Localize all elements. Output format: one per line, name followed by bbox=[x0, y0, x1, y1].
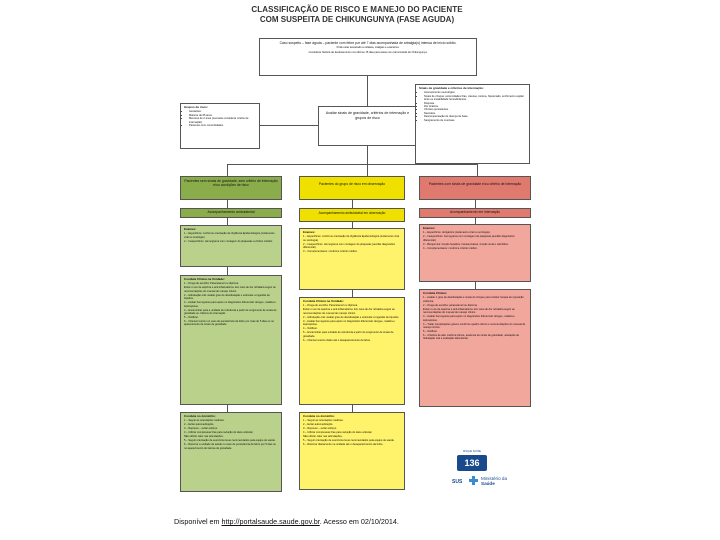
green-conduct-item: 4 – Encaminhar para a unidade de referência a partir de surgimento de sinais de gravidade ou critérios de internação. bbox=[184, 308, 277, 316]
green-conduct-item: 2 – Hidratação oral: avaliar grau de desidratação e estimular a ingestão de líquidos. bbox=[184, 293, 270, 301]
yellow-follow-text: Acompanhamento ambulatorial em observação bbox=[318, 211, 386, 215]
red-header-box bbox=[419, 176, 531, 200]
yellow-conduct-item: 6 – Orientar retorno diário até o desaparecimento da febre. bbox=[303, 338, 371, 342]
red-exams-title: Exames: bbox=[423, 226, 436, 230]
severity-sign-item: • Vômitos persistentes. bbox=[424, 108, 526, 111]
red-conduct-item: 6 – Critérios de alta: melhora clínica, ausência de sinais de gravidade, aceitação de hidratação oral e avaliação laboratorial. bbox=[423, 334, 520, 341]
disque-saude-logo: 136 bbox=[457, 455, 487, 471]
green-conduct-item: 5 – Notificar. bbox=[184, 316, 199, 320]
red-conduct-item: 2 – Droga de escolha: paracetamol ou dipirona. bbox=[423, 303, 478, 307]
yellow-conduct-item: 4 – Notificar. bbox=[303, 327, 318, 331]
green-home-item: 4 – Utilizar compressas frias para redução do dano articular. bbox=[184, 431, 254, 435]
green-home-item: 5 – Seguir orientação de exercícios leves recomendados pela equipe de saúde. bbox=[184, 439, 276, 443]
risk-group-item: • Menores de 2 anos (neonatos considerar critério de internação). bbox=[189, 117, 256, 124]
connector bbox=[367, 76, 368, 106]
yellow-exam-item: 3 – Complementares: conforme critério médico. bbox=[303, 250, 358, 254]
footer-suffix: . Acesso em 02/10/2014. bbox=[319, 517, 399, 526]
risk-groups-box bbox=[180, 103, 260, 149]
yellow-home-item: 2 – Evitar automedicação. bbox=[303, 423, 333, 427]
yellow-header-text: Pacientes do grupo de risco em observação bbox=[318, 182, 386, 186]
disque-saude-label: DISQUE SAÚDE bbox=[462, 450, 482, 453]
red-exam-item: 1 – Específicos: obrigatório (isolamento viral ou sorologia). bbox=[423, 231, 491, 235]
yellow-home-item: 1 – Seguir as orientações médicas. bbox=[303, 419, 344, 423]
connector bbox=[227, 164, 477, 165]
green-conduct-item: 1 – Droga de escolha: Paracetamol ou dipirona. bbox=[184, 282, 239, 286]
risk-group-item: • Pacientes com comorbidades. bbox=[189, 124, 256, 127]
yellow-exam-item: 2 – Inespecíficos: Hemograma com contagem de plaquetas (auxiliar diagnóstico diferencial). bbox=[303, 242, 396, 250]
source-link[interactable]: http://portalsaude.saude.gov.br bbox=[221, 517, 320, 526]
red-conduct-item: Evitar o uso de aspirina e anti-inflamatórios. Em caso de dor refratária seguir as recomendações do manual de manejo clínico. bbox=[423, 307, 515, 315]
severity-sign-item: • Acometimento neurológico. bbox=[424, 91, 526, 94]
yellow-conduct-item: 2 – Hidratação oral: avaliar grau de desidratação e estimular a ingestão de líquidos. bbox=[303, 315, 400, 319]
green-header-text: Pacientes sem sinais de gravidade, sem critério de internação e/ou condições de risco bbox=[184, 179, 278, 188]
yellow-home-item: 5 – Seguir orientação de exercícios leves recomendados pela equipe de saúde. bbox=[303, 439, 395, 443]
yellow-conduct-box bbox=[299, 297, 405, 405]
red-exam-item: 4 – Complementares: conforme critério médico. bbox=[423, 246, 478, 250]
risk-group-item: • Maiores de 65 anos. bbox=[189, 114, 256, 117]
green-home-box bbox=[180, 412, 282, 492]
connector bbox=[227, 218, 228, 225]
severity-sign-item: • Sangramento de mucosas. bbox=[424, 119, 526, 122]
flowchart-title-line2: COM SUSPEITA DE CHIKUNGUNYA (FASE AGUDA) bbox=[259, 15, 455, 24]
source-footer bbox=[174, 517, 399, 526]
green-exams-title: Exames: bbox=[184, 227, 197, 231]
connector bbox=[475, 200, 476, 208]
ministry-line1: Ministério da bbox=[481, 476, 508, 481]
red-exams-box bbox=[419, 224, 531, 282]
severity-sign-item: • Dor torácica. bbox=[424, 105, 526, 108]
yellow-header-box bbox=[299, 176, 405, 200]
yellow-conduct-item: 5 – Encaminhar para unidade de referência a partir do surgimento de sinais de gravidade. bbox=[303, 331, 394, 338]
red-exam-item: 3 – Bioquímica: função hepática, transaminases, função renal e eletrólitos. bbox=[423, 242, 509, 246]
risk-group-item: • Gestantes. bbox=[189, 110, 256, 113]
severity-sign-item: • Dispneia. bbox=[424, 102, 526, 105]
yellow-exam-item: 1 – Específicos: conforme orientação da Vigilância Epidemiológica (isolamento viral ou sorologia). bbox=[303, 235, 399, 242]
green-conduct-title: Conduta Clínica na Unidade: bbox=[184, 277, 225, 281]
flowchart-title-line1: CLASSIFICAÇÃO DE RISCO E MANEJO DO PACIENTE bbox=[251, 5, 463, 14]
severity-sign-item: • Neonatos. bbox=[424, 112, 526, 115]
evaluate-text: Avaliar sinais de gravidade, critérios de internação e grupos de risco bbox=[325, 111, 410, 120]
red-conduct-item: 5 – Notificar. bbox=[423, 330, 438, 334]
yellow-conduct-item: Evitar o uso de aspirina e anti-inflamatórios. Em caso de dor refratária seguir as recomendações do manual de manejo clínico. bbox=[303, 308, 395, 315]
connector bbox=[260, 125, 318, 126]
yellow-exams-title: Exames: bbox=[303, 230, 316, 234]
green-exams-box bbox=[180, 225, 282, 267]
yellow-home-item: Não utilizar calor nas articulações. bbox=[303, 435, 343, 439]
green-conduct-item: 6 – Orientar retorno no caso de persistência da febre por mais de 5 dias ou no aparecimento de sinais de gravidade. bbox=[184, 320, 274, 327]
connector bbox=[367, 146, 368, 164]
yellow-home-box bbox=[299, 412, 405, 490]
green-home-item: 1 – Seguir as orientações médicas. bbox=[184, 419, 225, 423]
connector bbox=[352, 200, 353, 208]
connector bbox=[475, 282, 476, 289]
yellow-exams-box bbox=[299, 228, 405, 290]
red-conduct-title: Conduta Clínica: bbox=[423, 291, 447, 295]
suspect-case-box bbox=[259, 38, 477, 76]
yellow-home-item: 6 – Retornar diariamente na unidade até o desaparecimento da febre. bbox=[303, 443, 384, 447]
red-follow-box bbox=[419, 208, 531, 218]
green-home-item: 2 – Evitar automedicação. bbox=[184, 423, 214, 427]
sus-cross-icon bbox=[469, 476, 478, 485]
suspect-case-main: Caso suspeito – fase aguda – paciente com febre por até 7 dias acompanhada de artralgia(s) intensa de início súbito. bbox=[279, 41, 457, 45]
ministry-logo bbox=[481, 476, 507, 486]
green-conduct-box bbox=[180, 275, 282, 405]
severity-sign-item: • Descompensação de doença de base. bbox=[424, 115, 526, 118]
footer-prefix: Disponível em bbox=[174, 517, 222, 526]
green-home-item: Não utilizar calor nas articulações. bbox=[184, 435, 224, 439]
red-conduct-box bbox=[419, 289, 531, 407]
red-header-text: Pacientes com sinais de gravidade e/ou critério de internação bbox=[428, 182, 522, 186]
connector bbox=[367, 164, 368, 176]
connector bbox=[352, 290, 353, 297]
connector bbox=[477, 164, 478, 176]
yellow-home-title: Conduta no domicílio: bbox=[303, 414, 335, 418]
risk-groups-title: Grupos de risco: bbox=[184, 105, 209, 109]
yellow-follow-box bbox=[299, 208, 405, 222]
suspect-case-note1: Pode estar associado a cefaleia, mialgias e exantema. bbox=[336, 46, 400, 49]
connector bbox=[227, 164, 228, 176]
green-follow-text: Acompanhamento ambulatorial bbox=[207, 210, 255, 214]
yellow-home-item: 3 – Repouso – evitar esforço. bbox=[303, 427, 337, 431]
yellow-conduct-item: 1 – Droga de escolha: Paracetamol ou dipirona. bbox=[303, 304, 358, 308]
severity-sign-item: • Sinais de choque: extremidades frias, cianose, tontura, hipotensão, enchimento capilar lento ou instabilidade hemodinâmica. bbox=[424, 95, 526, 102]
green-home-title: Conduta no domicílio: bbox=[184, 414, 216, 418]
red-follow-text: Acompanhamento em internação bbox=[450, 210, 500, 214]
green-follow-box bbox=[180, 208, 282, 218]
yellow-home-item: 4 – Utilizar compressas frias para redução do dano articular. bbox=[303, 431, 373, 435]
connector bbox=[227, 405, 228, 412]
yellow-conduct-item: 3 – Avaliar hemograma para apoio no diagnóstico diferencial: dengue, malária e leptospirose. bbox=[303, 319, 395, 327]
connector bbox=[227, 200, 228, 208]
connector bbox=[352, 405, 353, 412]
red-conduct-item: 1 – Avaliar o grau de desidratação e sinais de choque para instituir terapia de reposição volêmica. bbox=[423, 296, 524, 303]
ministry-line2: Saúde bbox=[481, 481, 495, 486]
green-exam-item: 2 – Inespecíficos: Hemograma com contagem de plaquetas a critério médico. bbox=[184, 239, 273, 243]
green-conduct-item: Evitar o uso de aspirina e anti-inflamatórios. Em caso de dor refratária seguir as recomendações do manual de manejo clínico. bbox=[184, 286, 276, 293]
sus-logo-text: SUS bbox=[452, 479, 463, 485]
connector bbox=[227, 267, 228, 275]
suspect-case-note2: Considerar história de deslocamento nos últimos 15 dias para áreas com transmissão de Chikungunya. bbox=[308, 51, 428, 54]
evaluate-box bbox=[318, 106, 417, 146]
green-exam-item: 1 – Específicos: conforme orientação da Vigilância Epidemiológica (isolamento viral ou sorologia). bbox=[184, 232, 275, 239]
red-exam-item: 2 – Inespecíficos: hemograma com contagem de plaquetas (auxiliar diagnóstico diferencial). bbox=[423, 235, 515, 242]
logos-area bbox=[452, 450, 512, 500]
green-home-item: 6 – Retornar a unidade de saúde no caso de persistência da febre por 5 dias ou no aparecimento de fatores de gravidade. bbox=[184, 443, 276, 450]
flowchart-sheet bbox=[167, 0, 539, 516]
yellow-conduct-title: Conduta Clínica na Unidade: bbox=[303, 299, 344, 303]
severity-signs-box bbox=[415, 84, 530, 164]
severity-signs-title: Sinais de gravidade e critérios de internação: bbox=[419, 86, 484, 90]
red-conduct-item: 3 – Avaliar hemograma para apoio no diagnóstico diferencial: dengue, malária e leptospirose. bbox=[423, 315, 515, 322]
red-conduct-item: 4 – Tratar complicações graves conforme quadro clínico e recomendações do manual de manejo clínico. bbox=[423, 322, 526, 330]
green-home-item: 3 – Repouso – evitar esforço. bbox=[184, 427, 218, 431]
green-conduct-item: 3 – Avaliar hemograma para apoio no diagnóstico diferencial: dengue, malária e leptospirose. bbox=[184, 301, 276, 308]
green-header-box bbox=[180, 176, 282, 200]
